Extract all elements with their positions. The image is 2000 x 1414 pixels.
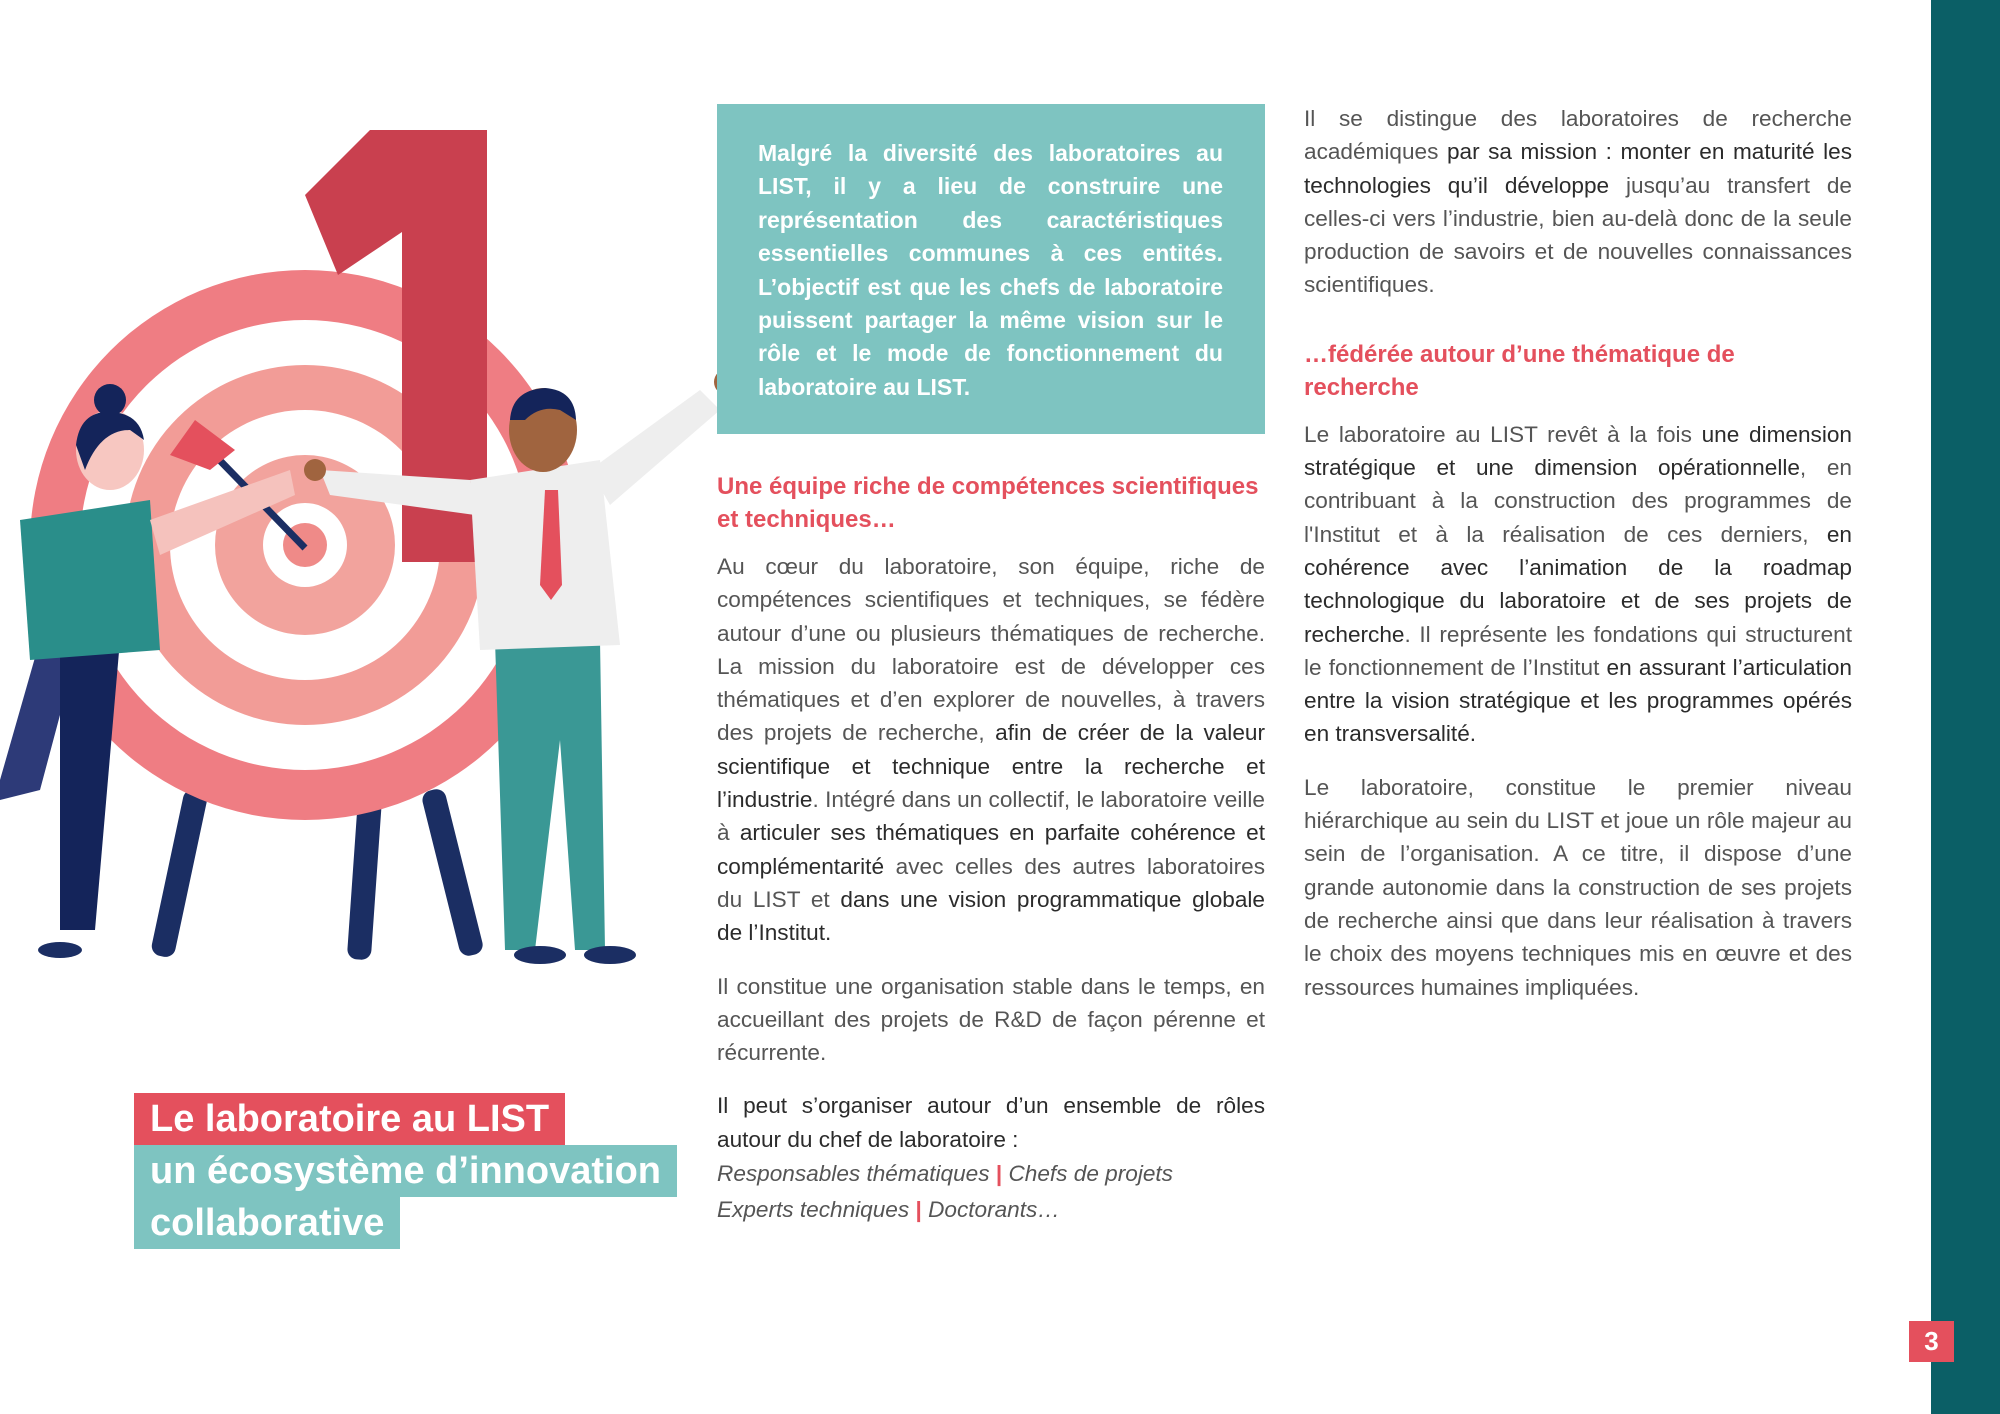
right-heading: …fédérée autour d’une thématique de recherche <box>1304 340 1735 401</box>
right-paragraph-1: Il se distingue des laboratoires de recherche académiques par sa mission : monter en maturité les technologies qu’il développe jusqu’au transfert de celles-ci vers l’industrie, bien au-delà donc de la seule production de savoirs et de nouvelles connaissances scientifiques. <box>1304 106 1852 298</box>
middle-paragraph-2: Il constitue une organisation stable dans le temps, en accueillant des projets de R&D de façon pérenne et récurrente. <box>717 973 1265 1066</box>
title-line-1: Le laboratoire au LIST <box>134 1093 565 1145</box>
middle-paragraph-1: Au cœur du laboratoire, son équipe, riche de compétences scientifiques et techniques, se fédère autour d’une ou plusieurs thématiques de recherche. La mission du laboratoire est de développer ces thématiques et d’en explorer de nouvelles, à travers des projets de recherche, afin de créer de la valeur scientifique et technique entre la recherche et l’industrie. Intégré dans un collectif, le laboratoire veille à articuler ses thématiques en parfaite cohérence et complémentarité avec celles des autres laboratoires du LIST et dans une vision programmatique globale de l’Institut. <box>717 554 1265 946</box>
right-column <box>1304 102 1852 1024</box>
role-item: Chefs de projets <box>1008 1161 1173 1187</box>
role-item: Responsables thématiques <box>717 1161 990 1187</box>
middle-column <box>717 470 1265 1228</box>
roles-list <box>717 1156 1265 1228</box>
role-separator: | <box>915 1197 922 1223</box>
highlight-text: Malgré la diversité des laboratoires au LIST, il y a lieu de construire une représentation des caractéristiques essentielles communes à ces entités. L’objectif est que les chefs de laboratoire puissent partager la même vision sur le rôle et le mode de fonctionnement du laboratoire au LIST. <box>758 140 1223 400</box>
title-line-3: collaborative <box>134 1197 400 1249</box>
role-item: Experts techniques <box>717 1197 910 1223</box>
illustration <box>0 100 720 980</box>
title-line-2: un écosystème d’innovation <box>134 1145 677 1197</box>
page-title <box>134 1093 677 1249</box>
right-paragraph-3: Le laboratoire, constitue le premier niveau hiérarchique au sein du LIST et joue un rôle majeur au sein de l’organisation. A ce titre, il dispose d’une grande autonomie dans la construction de ses projets de recherche ainsi que dans leur réalisation à travers le choix des moyens techniques mis en œuvre et des ressources humaines impliquées. <box>1304 774 1852 1000</box>
right-paragraph-2: Le laboratoire au LIST revêt à la fois une dimension stratégique et une dimension opérationnelle, en contribuant à la construction des programmes de l'Institut et à la réalisation de ces derniers, en cohérence avec l’animation de la roadmap technologique du laboratoire et de ses projets de recherche. Il représente les fondations qui structurent le fonctionnement de l’Institut en assurant l’articulation entre la vision stratégique et les programmes opérés en transversalité. <box>1304 421 1852 747</box>
role-separator: | <box>995 1161 1003 1187</box>
middle-heading: Une équipe riche de compétences scientifiques et techniques… <box>717 473 1259 533</box>
sidebar-band <box>1931 0 2000 1414</box>
role-item: Doctorants… <box>928 1197 1060 1223</box>
middle-paragraph-3: Il peut s’organiser autour d’un ensemble de rôles autour du chef de laboratoire : <box>717 1093 1265 1152</box>
page-number: 3 <box>1909 1321 1954 1362</box>
